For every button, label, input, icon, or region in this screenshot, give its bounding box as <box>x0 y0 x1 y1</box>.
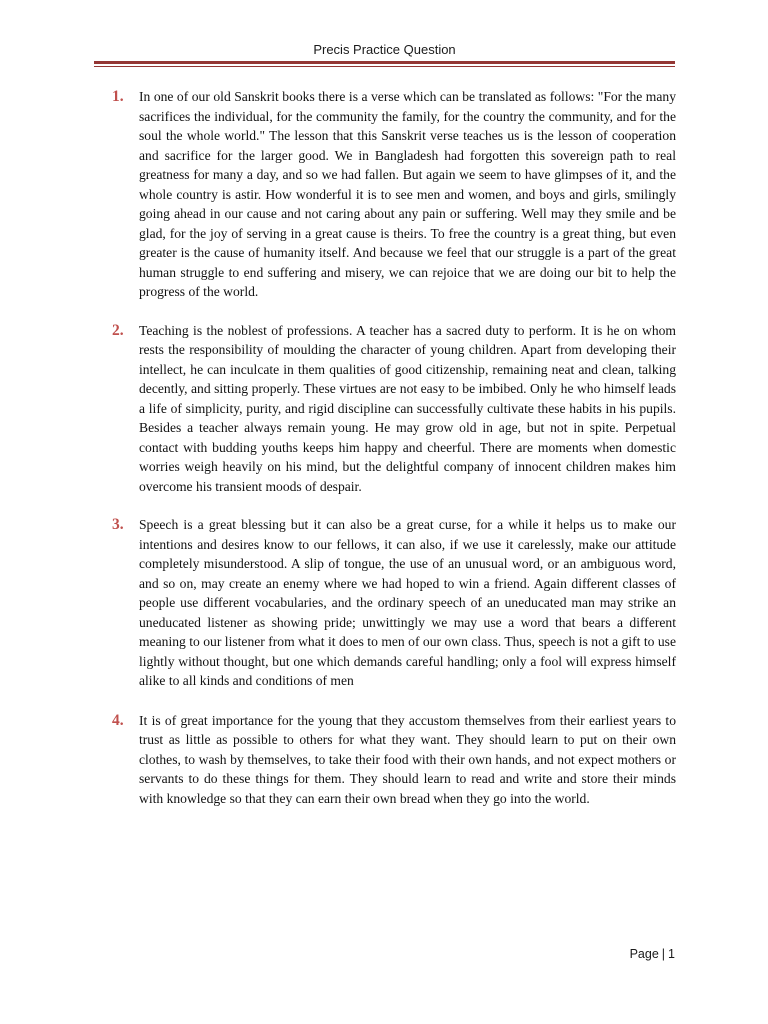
page-footer <box>630 947 675 961</box>
page-header-title: Precis Practice Question <box>313 42 456 57</box>
question-number-2: 2. <box>112 321 124 339</box>
page-separator: | <box>661 947 666 961</box>
header-rule-thin <box>94 66 675 67</box>
question-item-3 <box>112 515 676 691</box>
question-text-2: Teaching is the noblest of professions. A teacher has a sacred duty to perform. It is he on whom rests the responsibility of moulding the character of young children. Apart from developing their intellect, he can inculcate in them qualities of good citizenship, remaining neat and clean, talking decently, and sitting properly. These virtues are not easy to be imbibed. Only he who himself leads a life of simplicity, purity, and rigid discipline can successfully cultivate these habits in his pupils. Besides a teacher always remain young. He may grow old in age, but not in spite. Perpetual contact with budding youths keeps him happy and cheerful. There are moments when domestic worries weigh heavily on his mind, but the delightful company of innocent children makes him overcome his transient moods of despair. <box>139 322 676 494</box>
question-item-2 <box>112 321 676 497</box>
question-number-3: 3. <box>112 516 124 533</box>
page-label: Page <box>629 947 659 961</box>
question-text-3: Speech is a great blessing but it can also be a great curse, for a while it helps us to make our intentions and desires know to our fellows, it can also, if we use it carelessly, make our attitude completely misunderstood. A slip of tongue, the use of an unusual word, or an ambiguous word, and so on, may create an enemy where we had hoped to win a friend. Again different classes of people use different vocabularies, and the ordinary speech of an uneducated man may strike an uneducated listener as showing pride; unwittingly we may use a word that bears a different meaning to our listener from what it does to men of our own class. Thus, speech is not a gift to use lightly without thought, but one which demands careful handling; only a fool will express himself alike to all kinds and conditions of men <box>139 517 676 688</box>
header-rule-thick <box>94 61 675 64</box>
question-text-4: It is of great importance for the young that they accustom themselves from their earliest years to trust as little as possible to others for what they want. They should learn to put on their own clothes, to wash by themselves, to take their food with their own hands, and not expect mothers or servants to do these things for them. They should learn to read and write and store their minds with knowledge so that they can earn their own bread when they go into the world. <box>139 712 676 806</box>
question-number-1: 1. <box>112 88 124 105</box>
question-text-1: In one of our old Sanskrit books there is a verse which can be translated as follows: "For the many sacrifices the individual, for the community the family, for the country the community, and for the soul the whole world." The lesson that this Sanskrit verse teaches us is the lesson of cooperation and sacrifice for the larger good. We in Bangladesh had forgotten this sovereign path to real greatness for many a day, and so we had fallen. But again we seem to have glimpses of it, and the whole country is astir. How wonderful it is to see men and women, and boys and girls, smilingly going ahead in our cause and not caring about any pain or suffering. Well may they smile and be glad, for the joy of serving in a great cause is theirs. To free the country is a great thing, but even greater is the cause of humanity itself. And because we feel that our struggle is a part of the great human struggle to end suffering and misery, we can rejoice that we are doing our bit to help the progress of the world. <box>139 89 676 299</box>
question-number-4: 4. <box>112 711 124 729</box>
question-item-1 <box>112 87 676 302</box>
question-list <box>112 87 676 808</box>
page-number: 1 <box>668 947 675 961</box>
question-item-4 <box>112 711 676 809</box>
